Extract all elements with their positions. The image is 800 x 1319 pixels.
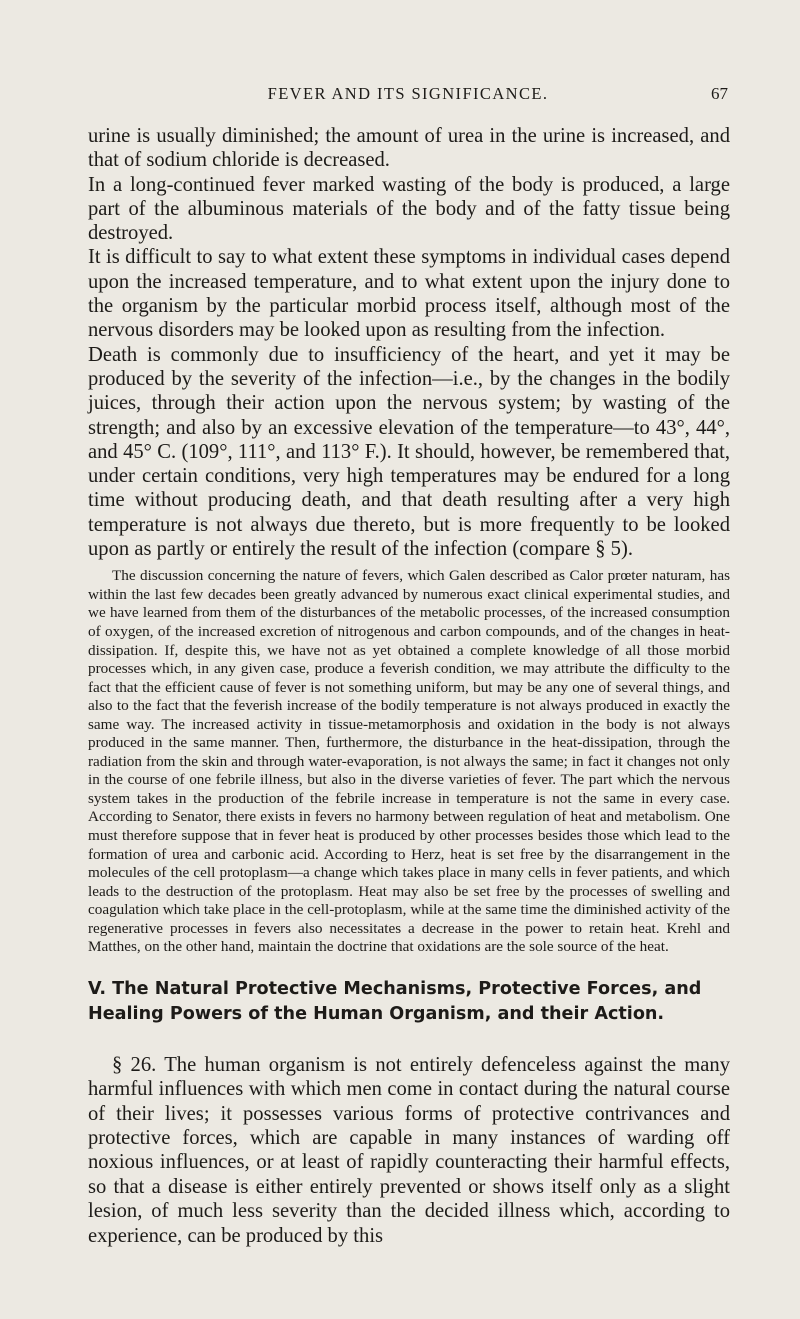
body-text [88,124,730,1248]
running-head [88,84,728,108]
running-title: FEVER AND ITS SIGNIFICANCE. [267,84,549,103]
note-block [88,567,730,956]
paragraph-urine: urine is usually diminished; the amount of urea in the urine is increased, and that of sodium chloride is decreased. [88,125,730,172]
paragraph-symptoms: It is difficult to say to what extent these symptoms in individual cases depend upon the increased temperature, and to what extent upon the injury done to the organism by the particular morbid process itself, although most of the nervous disorders may be looked upon as resulting from the infection. [88,246,730,342]
section-heading-text: V. The Natural Protective Mechanisms, Protective Forces, and Healing Powers of the Human Organism, and their Action. [88,978,702,1024]
section-paragraph: § 26. The human organism is not entirely defenceless against the many harmful influences with which men come in contact during the natural course of their lives; it possesses various forms of protective contrivances and protective forces, which are capable in many instances of warding off noxious influences, or at least of rapidly counteracting their harmful effects, so that a disease is either entirely prevented or shows itself only as a slight lesion, of much less severity than the decided illness which, according to experience, can be produced by this [88,1053,730,1247]
page-number: 67 [711,84,728,103]
section-heading [88,977,730,1027]
main-paragraphs [88,124,730,561]
paragraph-death: Death is commonly due to insufficiency of the heart, and yet it may be produced by the severity of the infection—i.e., by the changes in the bodily juices, through their action upon the nervous system; by wasting of the strength; and also by an excessive elevation of the temperature—to 43°, 44°, and 45° C. (109°, 111°, and 113° F.). It should, however, be remembered that, under certain conditions, very high temperatures may be endured for a long time without producing death, and that death resulting after a very high temperature is not always due thereto, but is more frequently to be looked upon as partly or entirely the result of the infection (compare § 5). [88,343,730,561]
note-paragraph: The discussion concerning the nature of fevers, which Galen described as Calor prœter naturam, has within the last few decades been greatly advanced by numerous exact clinical experimental studies, and we have learned from them of the disturbances of the metabolic processes, of the increased consumption of oxygen, of the increased excretion of nitrogenous and carbon compounds, and of the changes in heat-dissipation. If, despite this, we have not as yet obtained a complete knowledge of all those morbid processes which, in any given case, produce a feverish condition, we may attribute the difficulty to the fact that the efficient cause of fever is not something uniform, but may be any one of several things, and also to the fact that the feverish increase of the bodily temperature is not always produced in exactly the same way. The increased activity in tissue-metamorphosis and oxidation in the body is not always produced in the same manner. Then, furthermore, the disturbance in the heat-dissipation, through the radiation from the skin and through water-evaporation, is not always the same; in fact it changes not only in the course of one febrile illness, but also in the diverse varieties of fever. The part which the nervous system takes in the production of the febrile increase in temperature is not the same in every case. According to Senator, there exists in fevers no harmony between regulation of heat and metabolism. One must therefore suppose that in fever heat is produced by other processes besides those which lead to the formation of urea and carbonic acid. According to Herz, heat is set free by the disarrangement in the molecules of the cell protoplasm—a change which takes place in many cells in fever patients, and which leads to the destruction of the protoplasm. Heat may also be set free by the processes of swelling and coagulation which take place in the cell-protoplasm, while at the same time the diminished activity of the regenerative processes in fevers also necessitates a decrease in the power to retain heat. Krehl and Matthes, on the other hand, maintain the doctrine that oxidations are the sole source of the heat. [88,567,730,956]
paragraph-wasting: In a long-continued fever marked wasting of the body is produced, a large part of the albuminous materials of the body and of the fatty tissue being destroyed. [88,173,730,245]
section-body [88,1053,730,1248]
